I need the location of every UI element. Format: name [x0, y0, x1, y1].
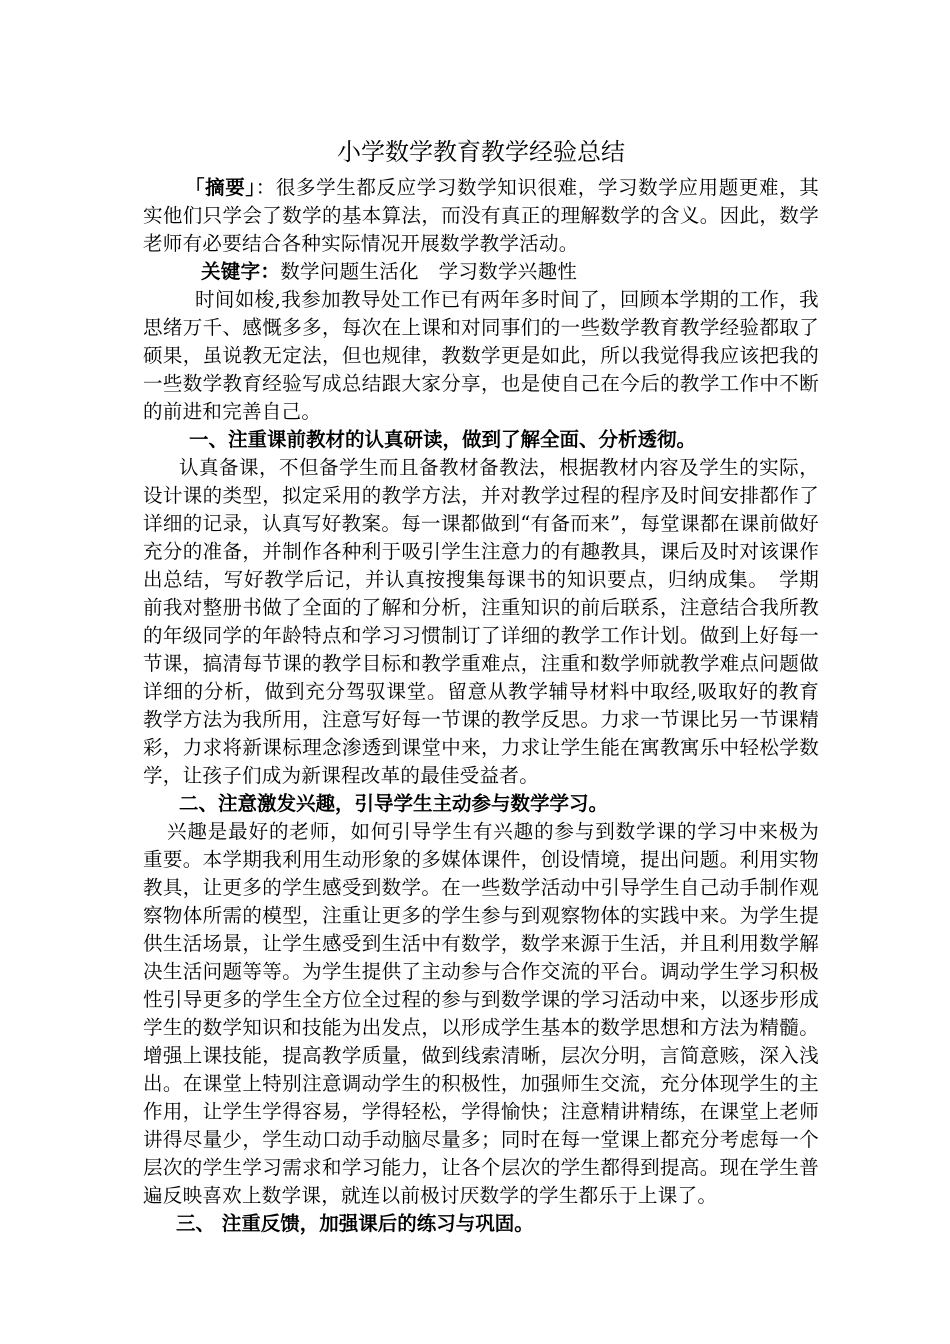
intro-paragraph: 时间如梭,我参加教导处工作已有两年多时间了，回顾本学期的工作，我思绪万千、感慨多多，每次在上课和对同事们的一些数学教育教学经验都取了硕果，虽说教无定法，但也规律，教数学更是如此，所以我觉得我应该把我的一些数学教育经验写成总结跟大家分享，也是使自己在今后的教学工作中不断的前进和完善自己。: [143, 288, 819, 423]
keywords-label: 关键字：: [201, 260, 281, 283]
abstract-text: ：很多学生都反应学习数学知识很难，学习数学应用题更难，其实他们只学会了数学的基本算法，而没有真正的理解数学的含义。因此，数学老师有必要结合各种实际情况开展数学教学活动。: [143, 176, 819, 255]
section-2-body: 兴趣是最好的老师，如何引导学生有兴趣的参与到数学课的学习中来极为重要。本学期我利用生动形象的多媒体课件，创设情境，提出问题。利用实物教具，让更多的学生感受到数学。在一些数学活动中引导学生自己动手制作观察物体所需的模型，注重让更多的学生参与到观察物体的实践中来。为学生提供生活场景，让学生感受到生活中有数学，数学来源于生活，并且利用数学解决生活问题等等。为学生提供了主动参与合作交流的平台。调动学生学习积极性引导更多的学生全方位全过程的参与到数学课的学习活动中来，以逐步形成学生的数学知识和技能为出发点，以形成学生基本的数学思想和方法为精髓。增强上课技能，提高教学质量，做到线索清晰，层次分明，言简意赅，深入浅出。在课堂上特别注意调动学生的积极性，加强师生交流，充分体现学生的主作用，让学生学得容易，学得轻松，学得愉快；注意精讲精练，在课堂上老师讲得尽量少，学生动口动手动脑尽量多；同时在每一堂课上都充分考虑每一个层次的学生学习需求和学习能力，让各个层次的学生都得到提高。现在学生普遍反映喜欢上数学课，就连以前极讨厌数学的学生都乐于上课了。: [143, 820, 819, 1207]
section-2-heading: 二、注意激发兴趣，引导学生主动参与数学学习。: [179, 792, 609, 815]
document-title: 小学数学教育教学经验总结: [337, 138, 625, 166]
section-3-heading: 三、 注重反馈，加强课后的练习与巩固。: [176, 1212, 534, 1235]
abstract-paragraph: [143, 174, 819, 258]
document-body: [143, 132, 819, 1238]
keywords-line: [143, 258, 819, 286]
section-1-body: 认真备课，不但备学生而且备教材备教法，根据教材内容及学生的实际，设计课的类型，拟定采用的教学方法，并对教学过程的程序及时间安排都作了详细的记录，认真写好教案。每一课都做到“有备而来”，每堂课都在课前做好充分的准备，并制作各种利于吸引学生注意力的有趣教具，课后及时对该课作出总结，写好教学后记，并认真按搜集每课书的知识要点，归纳成集。 学期前我对整册书做了全面的了解和分析，注重知识的前后联系，注意结合我所教的年级同学的年龄特点和学习习惯制订了详细的教学工作计划。做到上好每一节课，搞清每节课的教学目标和教学重难点，注重和数学师就教学难点问题做详细的分析，做到充分驾驭课堂。留意从教学辅导材料中取经,吸取好的教育教学方法为我所用，注意写好每一节课的教学反思。力求一节课比另一节课精彩，力求将新课标理念渗透到课堂中来，力求让学生能在寓教寓乐中轻松学数学，让孩子们成为新课程改革的最佳受益者。: [143, 456, 819, 787]
abstract-label: 「摘要」: [185, 176, 256, 199]
section-1-heading: 一、注重课前教材的认真研读，做到了解全面、分析透彻。: [189, 428, 697, 451]
keywords-text: 数学问题生活化 学习数学兴趣性: [280, 260, 578, 283]
